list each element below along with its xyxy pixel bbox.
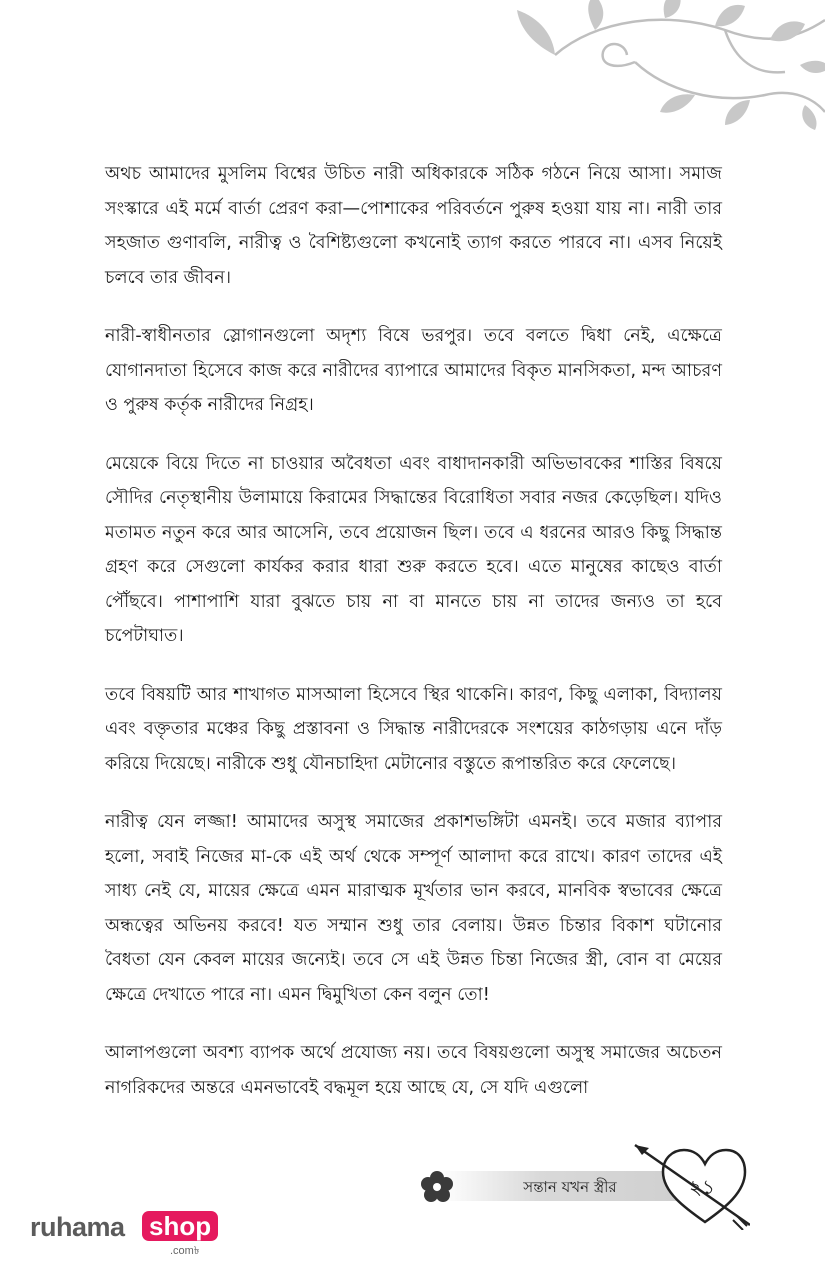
logo-text-domain: .com৳ — [170, 1245, 200, 1257]
paragraph: মেয়েকে বিয়ে দিতে না চাওয়ার অবৈধতা এবং বাধাদানকারী অভিভাবকের শাস্তির বিষয়ে সৌদির নেতৃস্থানীয় উলামায়ে কিরামের সিদ্ধান্তের বিরোধিতা সবার নজর কেড়েছিল। যদিও মতামত নতুন করে আর আসেনি, তবে প্রয়োজন ছিল। তবে এ ধরনের আরও কিছু সিদ্ধান্ত গ্রহণ করে সেগুলো কার্যকর করার ধারা শুরু করতে হবে। এতে মানুষের কাছেও বার্তা পৌঁছবে। পাশাপাশি যারা বুঝতে চায় না বা মানতে চায় না তাদের জন্যও তা হবে চপেটাঘাত। — [105, 453, 722, 646]
logo-text-shop: shop — [142, 1211, 218, 1241]
paragraph: অথচ আমাদের মুসলিম বিশ্বের উচিত নারী অধিকারকে সঠিক গঠনে নিয়ে আসা। সমাজ সংস্কারে এই মর্মে বার্তা প্রেরণ করা—পোশাকের পরিবর্তনে পুরুষ হওয়া যায় না। নারী তার সহজাত গুণাবলি, নারীত্ব ও বৈশিষ্ট্যগুলো কখনোই ত্যাগ করতে পারবে না। এসব নিয়েই চলবে তার জীবন। — [105, 164, 722, 288]
book-title: সন্তান যখন স্ত্রীর — [523, 1178, 617, 1196]
page-footer — [420, 1140, 750, 1230]
leaf-vine-ornament-icon — [515, 0, 825, 130]
paragraph: নারীত্ব যেন লজ্জা! আমাদের অসুস্থ সমাজের প্রকাশভঙ্গিটা এমনই। তবে মজার ব্যাপার হলো, সবাই নিজের মা-কে এই অর্থ থেকে সম্পূর্ণ আলাদা করে রাখে। কারণ তাদের এই সাধ্য নেই যে, মায়ের ক্ষেত্রে এমন মারাত্মক মূর্খতার ভান করবে, মানবিক স্বভাবের ক্ষেত্রে অন্ধত্বের অভিনয় করবে! যত সম্মান শুধু তার বেলায়। উন্নত চিন্তার বিকাশ ঘটানোর বৈধতা যেন কেবল মায়ের জন্যেই। তবে সে এই উন্নত চিন্তা নিজের স্ত্রী, বোন বা মেয়ের ক্ষেত্রে দেখাতে পারে না। এমন দ্বিমুখিতা কেন বলুন তো! — [105, 812, 722, 1005]
flower-icon — [420, 1170, 454, 1204]
paragraph: নারী-স্বাধীনতার স্লোগানগুলো অদৃশ্য বিষে ভরপুর। তবে বলতে দ্বিধা নেই, এক্ষেত্রে যোগানদাতা হিসেবে কাজ করে নারীদের ব্যাপারে আমাদের বিকৃত মানসিকতা, মন্দ আচরণ ও পুরুষ কর্তৃক নারীদের নিগ্রহ। — [105, 326, 722, 415]
page-number: ২১ — [689, 1175, 715, 1199]
logo-text-ruhama: ruhama — [30, 1212, 125, 1242]
paragraph: তবে বিষয়টি আর শাখাগত মাসআলা হিসেবে স্থির থাকেনি। কারণ, কিছু এলাকা, বিদ্যালয় এবং বক্তৃতার মঞ্চের কিছু প্রস্তাবনা ও সিদ্ধান্ত নারীদেরকে সংশয়ের কাঠগড়ায় এনে দাঁড় করিয়ে দিয়েছে। নারীকে শুধু যৌনচাহিদা মেটানোর বস্তুতে রূপান্তরিত করে ফেলেছে। — [105, 684, 722, 774]
ruhamashop-logo — [30, 1212, 230, 1262]
paragraph: আলাপগুলো অবশ্য ব্যাপক অর্থে প্রযোজ্য নয়। তবে বিষয়গুলো অসুস্থ সমাজের অচেতন নাগরিকদের অন্তরে এমনভাবেই বদ্ধমূল হয়ে আছে যে, সে যদি এগুলো — [105, 1043, 722, 1098]
book-body-text — [105, 157, 722, 1129]
